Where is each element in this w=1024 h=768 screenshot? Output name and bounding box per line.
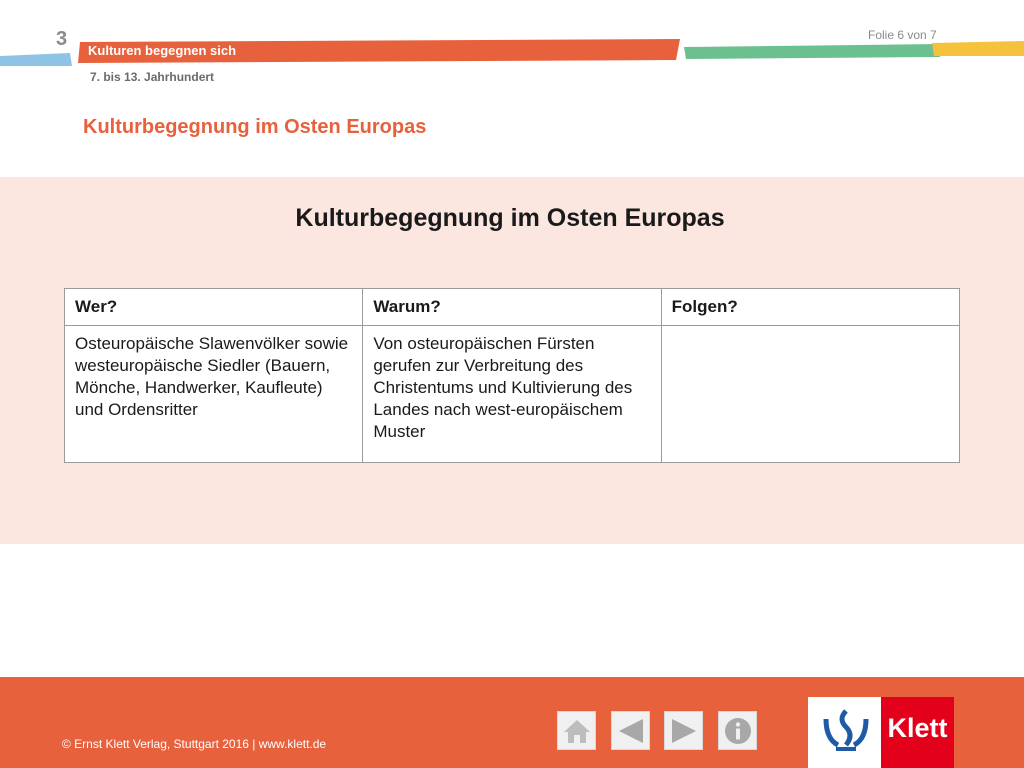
- cell-wer: Osteuropäische Slawenvölker sowie westeuropäische Siedler (Bauern, Mönche, Handwerker, Kaufleute) und Ordensritter: [65, 326, 363, 463]
- column-header-folgen: Folgen?: [661, 289, 959, 326]
- home-icon: [562, 716, 592, 746]
- chapter-number: 3: [56, 28, 68, 50]
- stripe-blue: [0, 53, 72, 66]
- stripe-green: [684, 44, 940, 59]
- table-header-row: [65, 289, 960, 326]
- cell-folgen: [661, 326, 959, 463]
- info-icon: [723, 716, 753, 746]
- triangle-right-icon: [669, 716, 699, 746]
- chapter-title: Kulturen begegnen sich: [88, 43, 237, 58]
- logo-text: Klett: [887, 713, 948, 743]
- table-row: [65, 326, 960, 463]
- back-button[interactable]: [611, 711, 650, 750]
- klett-logo: [808, 697, 954, 768]
- home-button[interactable]: [557, 711, 596, 750]
- cell-warum: Von osteuropäischen Fürsten gerufen zur Verbreitung des Christentums und Kultivierung des Landes nach west-europäischem Muster: [363, 326, 661, 463]
- stripe-yellow: [932, 41, 1024, 56]
- copyright: © Ernst Klett Verlag, Stuttgart 2016 | www.klett.de: [62, 737, 327, 751]
- triangle-left-icon: [616, 716, 646, 746]
- section-title: Kulturbegegnung im Osten Europas: [83, 116, 427, 138]
- info-button[interactable]: [718, 711, 757, 750]
- column-header-warum: Warum?: [363, 289, 661, 326]
- page-title: Kulturbegegnung im Osten Europas: [295, 204, 725, 232]
- forward-button[interactable]: [664, 711, 703, 750]
- klett-emblem-icon: [818, 705, 874, 761]
- slide-counter: Folie 6 von 7: [868, 28, 937, 42]
- column-header-wer: Wer?: [65, 289, 363, 326]
- info-table: [64, 288, 960, 463]
- chapter-subtitle: 7. bis 13. Jahrhundert: [90, 70, 215, 84]
